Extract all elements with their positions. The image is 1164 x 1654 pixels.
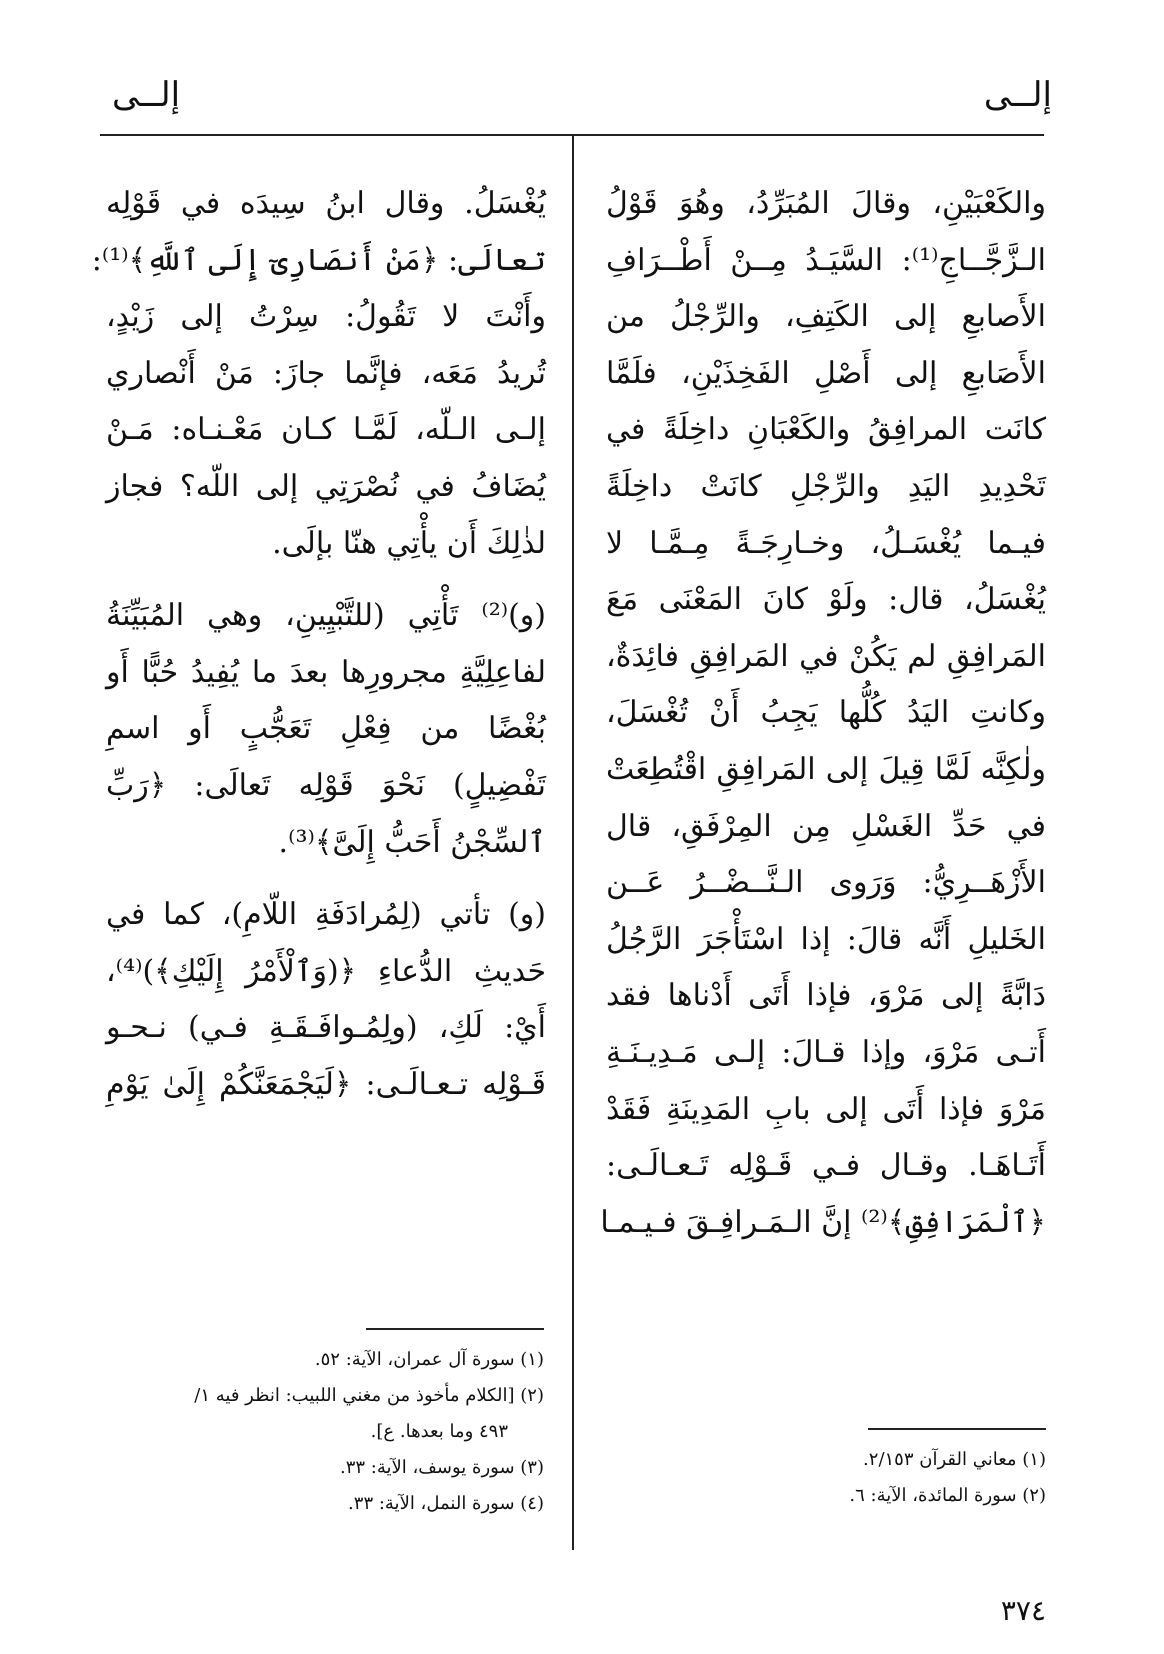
text-line: المَرافِقِ لم يَكُنْ في المَرافِقِ فائِدَةٌ، [606,638,1046,674]
text-line: ٱلسِّجْنُ أَحَبُّ إِلَىَّ﴾⁽³⁾. [278,824,546,860]
text-line: وكانتِ اليَدُ كُلُّها يَجِبُ أَنْ تُغْسَلَ، [606,695,1046,731]
right-column [600,176,1046,1251]
footnotes-left [104,1342,544,1522]
left-column [91,176,546,1114]
text-line: الخَليلِ أَنَّه قالَ: إذا اسْتَأْجَرَ الرَّجُلُ [606,921,1046,957]
text-line: مَرْوَ فإذا أَتَى إلى بابِ المَدِينَةِ فَقَدْ [606,1091,1046,1127]
footnote: ٤٩٣ وما بعدها. ع]. [370,1421,508,1442]
text-line: تُريدُ مَعَه، فإنَّما جازَ: مَنْ أَنْصاري [106,355,546,391]
text-line: أَتـى مَرْوَ، وإذا قـالَ: إلـى مَـدِيـنَـةِ [606,1034,1046,1070]
text-line: تَفْضِيلٍ) نَحْوَ قَوْلِه تَعالَى: ﴿رَبِّ [106,767,546,803]
text-line: حَديثِ الدُّعاءِ ﴿(وَٱلْأَمْرُ إِلَيْكِ﴾)⁽⁴⁾، [106,953,546,989]
text-line: بُغْضًا من فِعْلِ تَعَجُّبٍ أَو اسمِ [106,711,546,747]
text-line: إلـى الـلّه، لَمَّـا كـان مَعْـنـاه: مَـنْ [106,412,546,448]
text-line: في حَدِّ الغَسْلِ مِن المِرْفَقِ، قال [606,808,1046,844]
text-line: ﴿ٱلْمَرَافِقِ﴾⁽²⁾ إنَّ الـمَـرافِـقَ فـيـمـا [600,1204,1046,1240]
text-line: أَيْ: لَكِ، (ولِمُـوافَـقَـةِ فـي) نـحـو [106,1010,546,1046]
footnote-rule-right [868,1428,1046,1430]
text-line: أَتَـاهَـا. وقـال فـي قَـوْلِه تَـعـالَـى: [606,1148,1046,1184]
footnotes-right [606,1442,1046,1514]
footnote: (٢) سورة المائدة، الآية: ٦. [849,1485,1046,1506]
text-line: لذٰلِكَ أَن يأْتِي هنّا بإلَى. [272,525,546,561]
text-line: يُغْسَلُ. وقال ابنُ سِيدَه في قَوْلِه [106,186,546,221]
text-line: يُضَافُ في نُصْرَتِي إلى اللّه؟ فجاز [106,468,546,504]
footnote: (٣) سورة يوسف، الآية: ٣٣. [339,1457,544,1478]
text-line: يُغْسَلُ، قال: ولَوْ كانَ المَعْنَى مَعَ [606,582,1046,618]
text-line: وأَنْتَ لا تَقُولُ: سِرْتُ إلى زَيْدٍ، [106,299,546,335]
text-line: فيـما يُغْسَـلُ، وخـارِجَـةً مِـمَّـا لا [606,525,1046,561]
header-word-right: إلــى [983,75,1052,115]
footnote: (٢) [الكلام مأخوذ من مغني اللبيب: انظر فيه ١/ [194,1385,544,1406]
text-line: والكَعْبَيْنِ، وقالَ المُبَرِّدُ، وهُوَ قَوْلُ [606,186,1046,221]
text-line: تعالَى: ﴿مَنْ أَنصَارِىٓ إِلَى ٱللَّهِ﴾⁽¹⁾: [91,242,546,278]
footnote: (٤) سورة النمل، الآية: ٣٣. [348,1493,544,1514]
text-line: الـزَّجَّــاجِ⁽¹⁾: السَّيَـدُ مِــنْ أَطْــرَافِ [606,242,1046,278]
column-divider [572,136,574,1550]
text-line: قَـوْلِه تـعـالَـى: ﴿لَيَجْمَعَنَّكُمْ إِلَىٰ يَوْمِ [106,1066,546,1102]
footnote: (١) معاني القرآن ٢/١٥٣. [863,1449,1046,1470]
footnote-rule-left [366,1328,544,1330]
text-line: ولٰكِنَّه لَمَّا قِيلَ إلى المَرافِقِ اقْتُطِعَتْ [606,751,1046,787]
text-line: الأَصابعِ إلى الكَتِفِ، والرِّجْلُ من [606,299,1046,335]
page-number: ٣٧٤ [1000,1594,1046,1627]
text-line: كانَت المرافِقُ والكَعْبَانِ داخِلَةً في [606,412,1046,448]
header-word-left: إلــى [112,75,181,115]
footnote: (١) سورة آل عمران، الآية: ٥٢. [314,1349,544,1370]
text-line: دَابَّةً إلى مَرْوَ، فإذا أَتَى أَدْناها فقد [606,978,1046,1014]
text-line: الأَزْهَــرِيُّ: وَرَوى الـنَّــضْــرُ عَــن [606,865,1046,901]
text-line: تَحْدِيدِ اليَدِ والرِّجْلِ كانَتْ داخِلَةً [606,468,1046,504]
text-line: الأَصَابعِ إلى أَصْلِ الفَخِذَيْنِ، فلَمَّا [606,355,1046,391]
text-line: لفاعِلِيَّةِ مجرورِها بعدَ ما يُفِيدُ حُبًّا أَو [106,654,546,690]
text-line: (و)⁽²⁾ تَأْتِي (للتَّبْيِينِ، وهي المُبَيِّنَةُ [106,598,546,634]
text-line: (و) تأتي (لِمُرادَفَةِ اللّامِ)، كما في [106,897,546,933]
